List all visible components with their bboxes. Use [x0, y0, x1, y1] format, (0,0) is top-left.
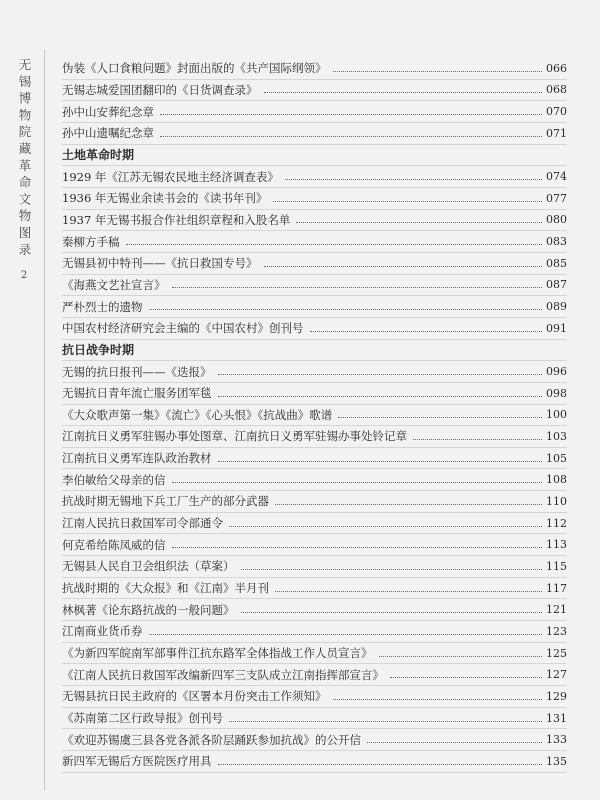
entry-title: 何克希给陈凤威的信	[62, 537, 166, 552]
book-title-vertical	[16, 58, 32, 281]
entry-page-number: 113	[546, 538, 567, 552]
toc-entry[interactable]	[62, 123, 567, 145]
entry-page-number: 125	[546, 646, 567, 660]
dot-leader	[273, 201, 542, 202]
dot-leader	[367, 742, 542, 743]
dot-leader	[264, 266, 543, 267]
dot-leader	[379, 656, 543, 657]
toc-entry[interactable]	[62, 729, 567, 751]
entry-title: 《为新四军皖南军部事件江抗东路军全体指战工作人员宣言》	[62, 646, 373, 661]
dot-leader	[296, 222, 542, 223]
entry-title: 新四军无锡后方医院医疗用具	[62, 754, 212, 769]
toc-entry[interactable]	[62, 448, 567, 470]
entry-page-number: 121	[546, 603, 567, 617]
entry-title: 伪装《人口食粮问题》封面出版的《共产国际纲领》	[62, 61, 327, 76]
toc-entry[interactable]	[62, 426, 567, 448]
dot-leader	[229, 526, 542, 527]
section-title: 土地革命时期	[62, 148, 135, 163]
toc-section-heading	[62, 340, 567, 362]
dot-leader	[172, 547, 543, 548]
toc-entry[interactable]	[62, 80, 567, 102]
entry-title: 孙中山安葬纪念章	[62, 104, 154, 119]
dot-leader	[275, 591, 542, 592]
toc-entry[interactable]	[62, 405, 567, 427]
entry-page-number: 117	[546, 581, 567, 595]
dot-leader	[333, 71, 543, 72]
entry-page-number: 085	[546, 256, 567, 270]
entry-page-number: 103	[546, 429, 567, 443]
entry-page-number: 131	[546, 711, 567, 725]
entry-title: 《苏南第二区行政导报》创刊号	[62, 711, 223, 726]
toc-entry[interactable]	[62, 599, 567, 621]
entry-page-number: 133	[546, 733, 567, 747]
entry-title: 江南人民抗日救国军司令部通令	[62, 516, 223, 531]
entry-page-number: 083	[546, 235, 567, 249]
toc-entry[interactable]	[62, 534, 567, 556]
entry-title: 林枫著《论东路抗战的一般问题》	[62, 602, 235, 617]
entry-page-number: 110	[546, 494, 567, 508]
entry-page-number: 074	[546, 170, 567, 184]
toc-entry[interactable]	[62, 58, 567, 80]
toc-entry[interactable]	[62, 296, 567, 318]
dot-leader	[149, 309, 543, 310]
entry-title: 无锡抗日青年流亡服务团军毯	[62, 386, 212, 401]
book-title: 无锡博物院藏革命文物图录	[17, 58, 32, 260]
entry-page-number: 071	[546, 126, 567, 140]
toc-entry[interactable]	[62, 686, 567, 708]
sidebar-divider	[44, 50, 45, 790]
toc-entry[interactable]	[62, 491, 567, 513]
entry-page-number: 068	[546, 83, 567, 97]
entry-page-number: 089	[546, 300, 567, 314]
dot-leader	[333, 699, 543, 700]
entry-title: 孙中山遗嘱纪念章	[62, 126, 154, 141]
entry-title: 秦柳方手稿	[62, 234, 120, 249]
entry-title: 无锡县初中特刊——《抗日救国专号》	[62, 256, 258, 271]
entry-page-number: 123	[546, 624, 567, 638]
toc-entry[interactable]	[62, 556, 567, 578]
entry-title: 严朴烈士的遗物	[62, 299, 143, 314]
page-number: 2	[20, 269, 28, 281]
entry-page-number: 135	[546, 754, 567, 768]
toc-section-heading	[62, 145, 567, 167]
dot-leader	[310, 331, 543, 332]
toc-entry[interactable]	[62, 361, 567, 383]
entry-page-number: 108	[546, 473, 567, 487]
dot-leader	[172, 482, 543, 483]
toc-entry[interactable]	[62, 664, 567, 686]
entry-title: 《大众歌声第一集》《流亡》《心头恨》《抗战曲》歌谱	[62, 407, 333, 422]
dot-leader	[218, 764, 543, 765]
dot-leader	[126, 244, 543, 245]
toc-entry[interactable]	[62, 275, 567, 297]
entry-page-number: 098	[546, 386, 567, 400]
entry-title: 无锡的抗日报刊——《迭报》	[62, 364, 212, 379]
entry-title: 江南抗日义勇军驻锡办事处图章、江南抗日义勇军驻锡办事处铃记章	[62, 429, 407, 444]
dot-leader	[229, 721, 542, 722]
toc-entry[interactable]	[62, 578, 567, 600]
section-title: 抗日战争时期	[62, 343, 135, 358]
dot-leader	[218, 374, 543, 375]
entry-page-number: 091	[546, 321, 567, 335]
toc-entry[interactable]	[62, 210, 567, 232]
entry-page-number: 080	[546, 213, 567, 227]
toc-entry[interactable]	[62, 513, 567, 535]
entry-title: 江南商业货币券	[62, 624, 143, 639]
entry-title: 抗战时期的《大众报》和《江南》半月刊	[62, 581, 269, 596]
toc-entry[interactable]	[62, 469, 567, 491]
entry-title: 1936 年无锡业余读书会的《读书年刊》	[62, 191, 268, 206]
table-of-contents	[62, 58, 567, 773]
dot-leader	[218, 396, 543, 397]
entry-page-number: 112	[546, 516, 567, 530]
entry-title: 《欢迎苏锡虞三县各党各派各阶层踊跃参加抗战》的公开信	[62, 732, 361, 747]
toc-entry[interactable]	[62, 383, 567, 405]
dot-leader	[241, 569, 543, 570]
toc-entry[interactable]	[62, 101, 567, 123]
entry-page-number: 127	[546, 668, 567, 682]
toc-entry[interactable]	[62, 188, 567, 210]
entry-title: 中国农村经济研究会主编的《中国农村》创刊号	[62, 321, 304, 336]
entry-title: 无锡志城爱国团翻印的《日货调查录》	[62, 82, 258, 97]
toc-entry[interactable]	[62, 621, 567, 643]
entry-page-number: 070	[546, 105, 567, 119]
toc-entry[interactable]	[62, 253, 567, 275]
dot-leader	[218, 461, 543, 462]
entry-page-number: 115	[546, 559, 567, 573]
dot-leader	[149, 634, 543, 635]
entry-title: 抗战时期无锡地下兵工厂生产的部分武器	[62, 494, 269, 509]
entry-page-number: 129	[546, 689, 567, 703]
dot-leader	[241, 612, 543, 613]
entry-page-number: 105	[546, 451, 567, 465]
dot-leader	[160, 136, 542, 137]
dot-leader	[413, 439, 542, 440]
entry-title: 《江南人民抗日救国军改编新四军三支队成立江南指挥部宣言》	[62, 667, 384, 682]
entry-title: 无锡县人民自卫会组织法（草案）	[62, 559, 235, 574]
toc-entry[interactable]	[62, 708, 567, 730]
dot-leader	[172, 287, 543, 288]
entry-page-number: 077	[546, 191, 567, 205]
dot-leader	[285, 179, 542, 180]
entry-title: 1929 年《江苏无锡农民地主经济调查表》	[62, 169, 279, 184]
entry-title: 李伯敏给父母亲的信	[62, 472, 166, 487]
toc-entry[interactable]	[62, 643, 567, 665]
entry-page-number: 096	[546, 365, 567, 379]
entry-page-number: 066	[546, 61, 567, 75]
entry-title: 江南抗日义勇军连队政治教材	[62, 451, 212, 466]
toc-entry[interactable]	[62, 318, 567, 340]
entry-title: 《海燕文艺社宣言》	[62, 277, 166, 292]
entry-title: 无锡县抗日民主政府的《区署本月份突击工作须知》	[62, 689, 327, 704]
dot-leader	[390, 677, 542, 678]
entry-page-number: 087	[546, 278, 567, 292]
dot-leader	[264, 92, 543, 93]
dot-leader	[275, 504, 542, 505]
entry-title: 1937 年无锡书报合作社组织章程和入股名单	[62, 212, 291, 227]
toc-entry[interactable]	[62, 231, 567, 253]
toc-entry[interactable]	[62, 166, 567, 188]
toc-entry[interactable]	[62, 751, 567, 773]
dot-leader	[160, 114, 542, 115]
entry-page-number: 100	[546, 408, 567, 422]
dot-leader	[338, 417, 542, 418]
